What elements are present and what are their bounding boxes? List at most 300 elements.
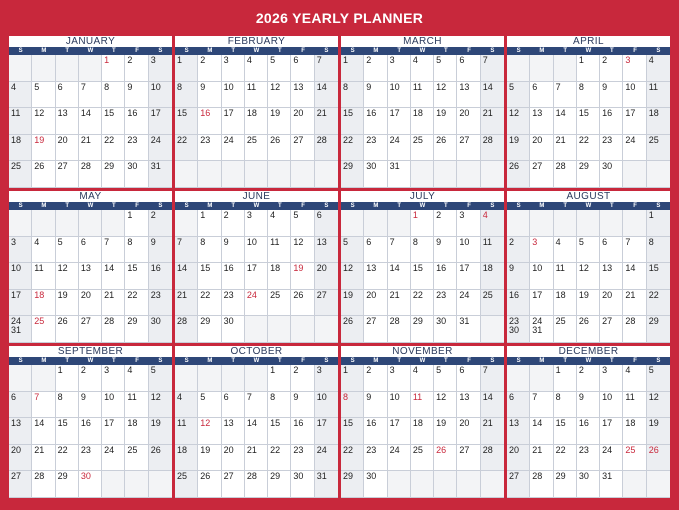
day-cell[interactable] (125, 210, 148, 237)
day-cell[interactable] (434, 471, 457, 498)
day-cell[interactable] (341, 108, 364, 135)
day-cell[interactable] (149, 445, 172, 472)
day-cell[interactable] (291, 445, 314, 472)
day-cell[interactable] (222, 418, 245, 445)
day-cell[interactable] (341, 316, 364, 343)
day-cell[interactable] (623, 108, 646, 135)
day-cell[interactable] (9, 471, 32, 498)
day-cell[interactable] (291, 161, 314, 188)
day-cell[interactable] (411, 237, 434, 264)
day-cell[interactable] (457, 161, 480, 188)
day-cell[interactable] (647, 82, 670, 109)
day-cell[interactable] (411, 55, 434, 82)
day-cell[interactable] (79, 316, 102, 343)
day-cell[interactable] (481, 108, 504, 135)
day-cell[interactable] (647, 445, 670, 472)
day-cell[interactable] (507, 471, 530, 498)
day-cell[interactable] (9, 55, 32, 82)
day-cell[interactable] (56, 263, 79, 290)
day-cell[interactable] (647, 316, 670, 343)
day-cell[interactable] (507, 418, 530, 445)
day-cell[interactable] (175, 445, 198, 472)
day-cell[interactable] (32, 263, 55, 290)
day-cell[interactable] (457, 82, 480, 109)
day-cell[interactable] (411, 471, 434, 498)
day-cell[interactable] (388, 418, 411, 445)
day-cell[interactable] (457, 445, 480, 472)
day-cell[interactable] (434, 263, 457, 290)
day-cell[interactable] (125, 392, 148, 419)
day-cell[interactable] (198, 108, 221, 135)
day-cell[interactable] (434, 418, 457, 445)
day-cell[interactable] (530, 210, 553, 237)
day-cell[interactable] (102, 290, 125, 317)
day-cell[interactable] (198, 263, 221, 290)
day-cell[interactable] (245, 108, 268, 135)
day-cell[interactable] (341, 210, 364, 237)
day-cell[interactable] (457, 290, 480, 317)
day-cell[interactable] (245, 290, 268, 317)
day-cell[interactable] (577, 445, 600, 472)
day-cell[interactable] (530, 365, 553, 392)
day-cell[interactable] (125, 471, 148, 498)
day-cell[interactable] (341, 237, 364, 264)
day-cell[interactable] (32, 290, 55, 317)
day-cell[interactable] (623, 365, 646, 392)
day-cell[interactable] (79, 135, 102, 162)
day-cell[interactable] (600, 108, 623, 135)
day-cell[interactable] (291, 135, 314, 162)
day-cell[interactable] (198, 237, 221, 264)
day-cell[interactable] (198, 82, 221, 109)
day-cell[interactable] (481, 210, 504, 237)
day-cell[interactable] (149, 210, 172, 237)
day-cell[interactable] (79, 445, 102, 472)
day-cell[interactable] (9, 237, 32, 264)
day-cell[interactable] (291, 55, 314, 82)
day-cell[interactable] (125, 135, 148, 162)
day-cell[interactable] (125, 418, 148, 445)
day-cell[interactable] (32, 418, 55, 445)
day-cell[interactable] (554, 161, 577, 188)
day-cell[interactable] (457, 237, 480, 264)
day-cell[interactable] (149, 82, 172, 109)
day-cell[interactable] (56, 55, 79, 82)
day-cell[interactable] (577, 210, 600, 237)
day-cell[interactable] (530, 161, 553, 188)
day-cell[interactable] (457, 108, 480, 135)
day-cell[interactable] (198, 290, 221, 317)
day-cell[interactable] (457, 263, 480, 290)
day-cell[interactable] (530, 392, 553, 419)
day-cell[interactable] (9, 161, 32, 188)
day-cell[interactable] (457, 392, 480, 419)
day-cell[interactable] (198, 445, 221, 472)
day-cell[interactable] (268, 418, 291, 445)
day-cell[interactable] (600, 471, 623, 498)
day-cell[interactable] (434, 392, 457, 419)
day-cell[interactable] (647, 55, 670, 82)
day-cell[interactable] (364, 263, 387, 290)
day-cell[interactable] (32, 445, 55, 472)
day-cell[interactable] (198, 392, 221, 419)
day-cell[interactable] (388, 237, 411, 264)
day-cell[interactable] (149, 418, 172, 445)
day-cell[interactable] (600, 135, 623, 162)
day-cell[interactable] (198, 418, 221, 445)
day-cell[interactable] (175, 471, 198, 498)
day-cell[interactable] (291, 210, 314, 237)
day-cell[interactable] (268, 392, 291, 419)
day-cell[interactable] (411, 210, 434, 237)
day-cell[interactable] (457, 55, 480, 82)
day-cell[interactable] (198, 55, 221, 82)
day-cell[interactable] (600, 263, 623, 290)
day-cell[interactable] (102, 471, 125, 498)
day-cell[interactable] (102, 392, 125, 419)
day-cell[interactable] (457, 418, 480, 445)
day-cell[interactable] (56, 418, 79, 445)
day-cell[interactable] (125, 82, 148, 109)
day-cell[interactable] (364, 445, 387, 472)
day-cell[interactable] (102, 161, 125, 188)
day-cell[interactable] (291, 237, 314, 264)
day-cell[interactable] (175, 82, 198, 109)
day-cell[interactable] (79, 365, 102, 392)
day-cell[interactable] (79, 55, 102, 82)
day-cell[interactable] (481, 316, 504, 343)
day-cell[interactable] (222, 55, 245, 82)
day-cell[interactable] (411, 290, 434, 317)
day-cell[interactable] (79, 263, 102, 290)
day-cell[interactable] (291, 392, 314, 419)
day-cell[interactable] (125, 290, 148, 317)
day-cell[interactable] (507, 161, 530, 188)
day-cell[interactable] (32, 55, 55, 82)
day-cell[interactable] (198, 210, 221, 237)
day-cell[interactable] (56, 108, 79, 135)
day-cell[interactable] (481, 418, 504, 445)
day-cell[interactable] (341, 82, 364, 109)
day-cell[interactable] (245, 263, 268, 290)
day-cell[interactable] (507, 392, 530, 419)
day-cell[interactable] (481, 135, 504, 162)
day-cell[interactable] (245, 392, 268, 419)
day-cell[interactable] (507, 82, 530, 109)
day-cell[interactable] (268, 471, 291, 498)
day-cell[interactable] (56, 237, 79, 264)
day-cell[interactable] (623, 290, 646, 317)
day-cell[interactable] (364, 316, 387, 343)
day-cell[interactable] (481, 161, 504, 188)
day-cell[interactable] (149, 263, 172, 290)
day-cell[interactable] (388, 392, 411, 419)
day-cell[interactable] (623, 316, 646, 343)
day-cell[interactable] (32, 237, 55, 264)
day-cell[interactable] (268, 210, 291, 237)
day-cell[interactable] (32, 316, 55, 343)
day-cell[interactable] (149, 392, 172, 419)
day-cell[interactable] (481, 82, 504, 109)
day-cell[interactable] (507, 55, 530, 82)
day-cell[interactable] (32, 108, 55, 135)
day-cell[interactable] (175, 392, 198, 419)
day-cell[interactable] (56, 161, 79, 188)
day-cell[interactable] (554, 135, 577, 162)
day-cell[interactable] (291, 365, 314, 392)
day-cell[interactable] (198, 135, 221, 162)
day-cell[interactable] (222, 392, 245, 419)
day-cell[interactable] (434, 210, 457, 237)
day-cell[interactable] (388, 263, 411, 290)
day-cell[interactable] (315, 82, 338, 109)
day-cell[interactable] (245, 135, 268, 162)
day-cell[interactable] (315, 418, 338, 445)
day-cell[interactable] (364, 210, 387, 237)
day-cell[interactable] (102, 108, 125, 135)
day-cell[interactable] (364, 55, 387, 82)
day-cell[interactable] (434, 237, 457, 264)
day-cell[interactable] (507, 108, 530, 135)
day-cell[interactable] (507, 316, 530, 343)
day-cell[interactable] (411, 316, 434, 343)
day-cell[interactable] (457, 135, 480, 162)
day-cell[interactable] (291, 82, 314, 109)
day-cell[interactable] (315, 135, 338, 162)
day-cell[interactable] (600, 445, 623, 472)
day-cell[interactable] (125, 161, 148, 188)
day-cell[interactable] (388, 445, 411, 472)
day-cell[interactable] (554, 471, 577, 498)
day-cell[interactable] (530, 290, 553, 317)
day-cell[interactable] (577, 418, 600, 445)
day-cell[interactable] (149, 161, 172, 188)
day-cell[interactable] (577, 161, 600, 188)
day-cell[interactable] (245, 55, 268, 82)
day-cell[interactable] (149, 135, 172, 162)
day-cell[interactable] (175, 135, 198, 162)
day-cell[interactable] (411, 82, 434, 109)
day-cell[interactable] (434, 365, 457, 392)
day-cell[interactable] (79, 82, 102, 109)
day-cell[interactable] (32, 135, 55, 162)
day-cell[interactable] (149, 237, 172, 264)
day-cell[interactable] (149, 316, 172, 343)
day-cell[interactable] (554, 290, 577, 317)
day-cell[interactable] (647, 210, 670, 237)
day-cell[interactable] (530, 55, 553, 82)
day-cell[interactable] (291, 471, 314, 498)
day-cell[interactable] (102, 445, 125, 472)
day-cell[interactable] (411, 445, 434, 472)
day-cell[interactable] (530, 471, 553, 498)
day-cell[interactable] (554, 418, 577, 445)
day-cell[interactable] (56, 471, 79, 498)
day-cell[interactable] (530, 445, 553, 472)
day-cell[interactable] (291, 316, 314, 343)
day-cell[interactable] (79, 392, 102, 419)
day-cell[interactable] (56, 365, 79, 392)
day-cell[interactable] (125, 55, 148, 82)
day-cell[interactable] (600, 82, 623, 109)
day-cell[interactable] (434, 55, 457, 82)
day-cell[interactable] (222, 263, 245, 290)
day-cell[interactable] (198, 161, 221, 188)
day-cell[interactable] (102, 237, 125, 264)
day-cell[interactable] (388, 290, 411, 317)
day-cell[interactable] (245, 161, 268, 188)
day-cell[interactable] (364, 161, 387, 188)
day-cell[interactable] (647, 263, 670, 290)
day-cell[interactable] (102, 316, 125, 343)
day-cell[interactable] (32, 210, 55, 237)
day-cell[interactable] (9, 263, 32, 290)
day-cell[interactable] (481, 445, 504, 472)
day-cell[interactable] (507, 210, 530, 237)
day-cell[interactable] (32, 471, 55, 498)
day-cell[interactable] (577, 471, 600, 498)
day-cell[interactable] (222, 82, 245, 109)
day-cell[interactable] (530, 108, 553, 135)
day-cell[interactable] (507, 365, 530, 392)
day-cell[interactable] (268, 108, 291, 135)
day-cell[interactable] (341, 290, 364, 317)
day-cell[interactable] (434, 135, 457, 162)
day-cell[interactable] (125, 108, 148, 135)
day-cell[interactable] (600, 237, 623, 264)
day-cell[interactable] (102, 263, 125, 290)
day-cell[interactable] (364, 471, 387, 498)
day-cell[interactable] (9, 316, 32, 343)
day-cell[interactable] (79, 237, 102, 264)
day-cell[interactable] (577, 316, 600, 343)
day-cell[interactable] (125, 365, 148, 392)
day-cell[interactable] (32, 392, 55, 419)
day-cell[interactable] (411, 108, 434, 135)
day-cell[interactable] (315, 445, 338, 472)
day-cell[interactable] (434, 82, 457, 109)
day-cell[interactable] (600, 210, 623, 237)
day-cell[interactable] (364, 365, 387, 392)
day-cell[interactable] (434, 290, 457, 317)
day-cell[interactable] (222, 290, 245, 317)
day-cell[interactable] (530, 82, 553, 109)
day-cell[interactable] (600, 55, 623, 82)
day-cell[interactable] (56, 290, 79, 317)
day-cell[interactable] (623, 55, 646, 82)
day-cell[interactable] (577, 365, 600, 392)
day-cell[interactable] (198, 471, 221, 498)
day-cell[interactable] (623, 210, 646, 237)
day-cell[interactable] (125, 316, 148, 343)
day-cell[interactable] (79, 210, 102, 237)
day-cell[interactable] (9, 82, 32, 109)
day-cell[interactable] (175, 263, 198, 290)
day-cell[interactable] (600, 392, 623, 419)
day-cell[interactable] (481, 263, 504, 290)
day-cell[interactable] (56, 316, 79, 343)
day-cell[interactable] (457, 210, 480, 237)
day-cell[interactable] (9, 135, 32, 162)
day-cell[interactable] (175, 210, 198, 237)
day-cell[interactable] (481, 237, 504, 264)
day-cell[interactable] (600, 161, 623, 188)
day-cell[interactable] (623, 263, 646, 290)
day-cell[interactable] (268, 161, 291, 188)
day-cell[interactable] (434, 161, 457, 188)
day-cell[interactable] (268, 55, 291, 82)
day-cell[interactable] (291, 290, 314, 317)
day-cell[interactable] (577, 108, 600, 135)
day-cell[interactable] (481, 392, 504, 419)
day-cell[interactable] (149, 365, 172, 392)
day-cell[interactable] (222, 237, 245, 264)
day-cell[interactable] (530, 135, 553, 162)
day-cell[interactable] (102, 135, 125, 162)
day-cell[interactable] (79, 418, 102, 445)
day-cell[interactable] (315, 290, 338, 317)
day-cell[interactable] (388, 82, 411, 109)
day-cell[interactable] (32, 365, 55, 392)
day-cell[interactable] (434, 316, 457, 343)
day-cell[interactable] (9, 290, 32, 317)
day-cell[interactable] (577, 392, 600, 419)
day-cell[interactable] (647, 161, 670, 188)
day-cell[interactable] (9, 392, 32, 419)
day-cell[interactable] (623, 237, 646, 264)
day-cell[interactable] (291, 108, 314, 135)
day-cell[interactable] (623, 82, 646, 109)
day-cell[interactable] (175, 108, 198, 135)
day-cell[interactable] (554, 263, 577, 290)
day-cell[interactable] (554, 316, 577, 343)
day-cell[interactable] (102, 210, 125, 237)
day-cell[interactable] (222, 365, 245, 392)
day-cell[interactable] (245, 210, 268, 237)
day-cell[interactable] (268, 263, 291, 290)
day-cell[interactable] (268, 237, 291, 264)
day-cell[interactable] (9, 365, 32, 392)
day-cell[interactable] (507, 263, 530, 290)
day-cell[interactable] (647, 471, 670, 498)
day-cell[interactable] (315, 237, 338, 264)
day-cell[interactable] (554, 82, 577, 109)
day-cell[interactable] (507, 445, 530, 472)
day-cell[interactable] (315, 210, 338, 237)
day-cell[interactable] (222, 316, 245, 343)
day-cell[interactable] (315, 392, 338, 419)
day-cell[interactable] (600, 290, 623, 317)
day-cell[interactable] (315, 365, 338, 392)
day-cell[interactable] (411, 263, 434, 290)
day-cell[interactable] (79, 290, 102, 317)
day-cell[interactable] (388, 316, 411, 343)
day-cell[interactable] (222, 135, 245, 162)
day-cell[interactable] (554, 365, 577, 392)
day-cell[interactable] (623, 135, 646, 162)
day-cell[interactable] (530, 263, 553, 290)
day-cell[interactable] (175, 290, 198, 317)
day-cell[interactable] (623, 161, 646, 188)
day-cell[interactable] (457, 365, 480, 392)
day-cell[interactable] (364, 418, 387, 445)
day-cell[interactable] (341, 365, 364, 392)
day-cell[interactable] (647, 365, 670, 392)
day-cell[interactable] (222, 108, 245, 135)
day-cell[interactable] (291, 418, 314, 445)
day-cell[interactable] (102, 365, 125, 392)
day-cell[interactable] (411, 365, 434, 392)
